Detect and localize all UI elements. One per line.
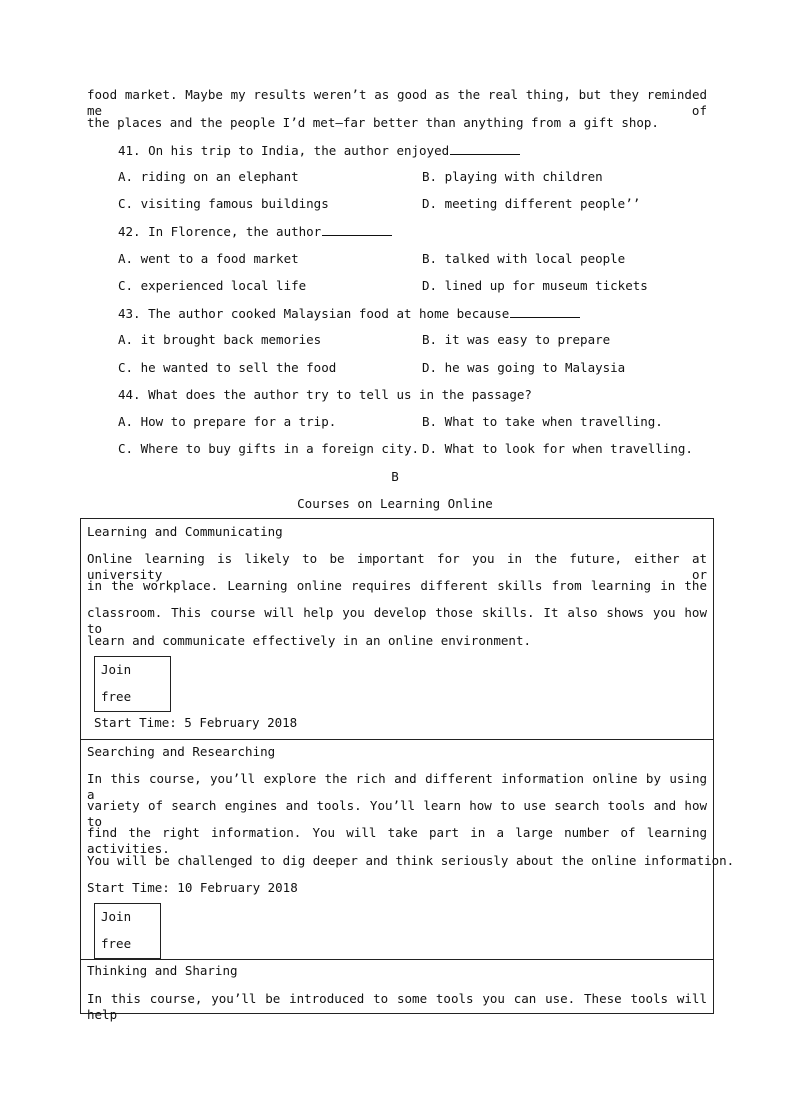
course-2-desc-line: You will be challenged to dig deeper and think seriously about the online information.: [87, 853, 735, 868]
course-1-start-time: Start Time: 5 February 2018: [94, 715, 298, 730]
passage-line-2: the places and the people I’d met—far better than anything from a gift shop.: [87, 115, 659, 130]
course-2-desc-line: In this course, you’ll explore the rich and different information online by using a: [87, 771, 707, 802]
course-3-name: Thinking and Sharing: [87, 963, 238, 978]
q42-option-c: C. experienced local life: [118, 278, 307, 293]
course-2-start-time: Start Time: 10 February 2018: [87, 880, 298, 895]
question-43: [118, 305, 580, 322]
answer-blank: [322, 223, 392, 236]
q43-option-a: A. it brought back memories: [118, 332, 322, 347]
q41-option-b: B. playing with children: [422, 169, 603, 184]
q42-option-a: A. went to a food market: [118, 251, 299, 266]
table-divider: [80, 739, 714, 740]
answer-blank: [510, 305, 580, 318]
course-2-desc-line: variety of search engines and tools. You’ll learn how to use search tools and how to: [87, 798, 707, 829]
join-sublabel: free: [101, 936, 132, 951]
join-sublabel: free: [101, 689, 132, 704]
q43-option-d: D. he was going to Malaysia: [422, 360, 626, 375]
course-1-desc-line: classroom. This course will help you develop those skills. It also shows you how to: [87, 605, 707, 636]
course-1-desc-line: Online learning is likely to be important for you in the future, either at university or: [87, 551, 707, 582]
question-42-stem: 42. In Florence, the author: [118, 224, 322, 239]
q44-option-b: B. What to take when travelling.: [422, 414, 663, 429]
question-41: [118, 142, 520, 159]
course-1-name: Learning and Communicating: [87, 524, 283, 539]
q44-option-d: D. What to look for when travelling.: [422, 441, 693, 456]
course-3-desc-line: In this course, you’ll be introduced to some tools you can use. These tools will help: [87, 991, 707, 1022]
q44-option-c: C. Where to buy gifts in a foreign city.: [118, 441, 420, 456]
answer-blank: [450, 142, 520, 155]
section-title: Courses on Learning Online: [297, 496, 493, 511]
question-44-stem: 44. What does the author try to tell us in the passage?: [118, 387, 532, 402]
table-divider: [80, 959, 714, 960]
q44-option-a: A. How to prepare for a trip.: [118, 414, 337, 429]
q43-option-b: B. it was easy to prepare: [422, 332, 611, 347]
q41-option-c: C. visiting famous buildings: [118, 196, 329, 211]
course-1-desc-line: learn and communicate effectively in an online environment.: [87, 633, 532, 648]
q41-option-d: D. meeting different people’’: [422, 196, 641, 211]
join-label: Join: [101, 909, 132, 924]
q42-option-b: B. talked with local people: [422, 251, 626, 266]
section-letter: B: [391, 469, 399, 484]
q43-option-c: C. he wanted to sell the food: [118, 360, 337, 375]
q41-option-a: A. riding on an elephant: [118, 169, 299, 184]
question-42: [118, 223, 392, 240]
course-1-join-button[interactable]: [94, 656, 171, 712]
course-2-name: Searching and Researching: [87, 744, 276, 759]
course-2-desc-line: find the right information. You will take part in a large number of learning activities.: [87, 825, 707, 856]
join-label: Join: [101, 662, 132, 677]
question-43-stem: 43. The author cooked Malaysian food at home because: [118, 306, 510, 321]
course-1-desc-line: in the workplace. Learning online requires different skills from learning in the: [87, 578, 707, 593]
passage-line-1: food market. Maybe my results weren’t as good as the real thing, but they reminded me of: [87, 87, 707, 118]
question-41-stem: 41. On his trip to India, the author enjoyed: [118, 143, 450, 158]
q42-option-d: D. lined up for museum tickets: [422, 278, 648, 293]
course-2-join-button[interactable]: [94, 903, 161, 959]
